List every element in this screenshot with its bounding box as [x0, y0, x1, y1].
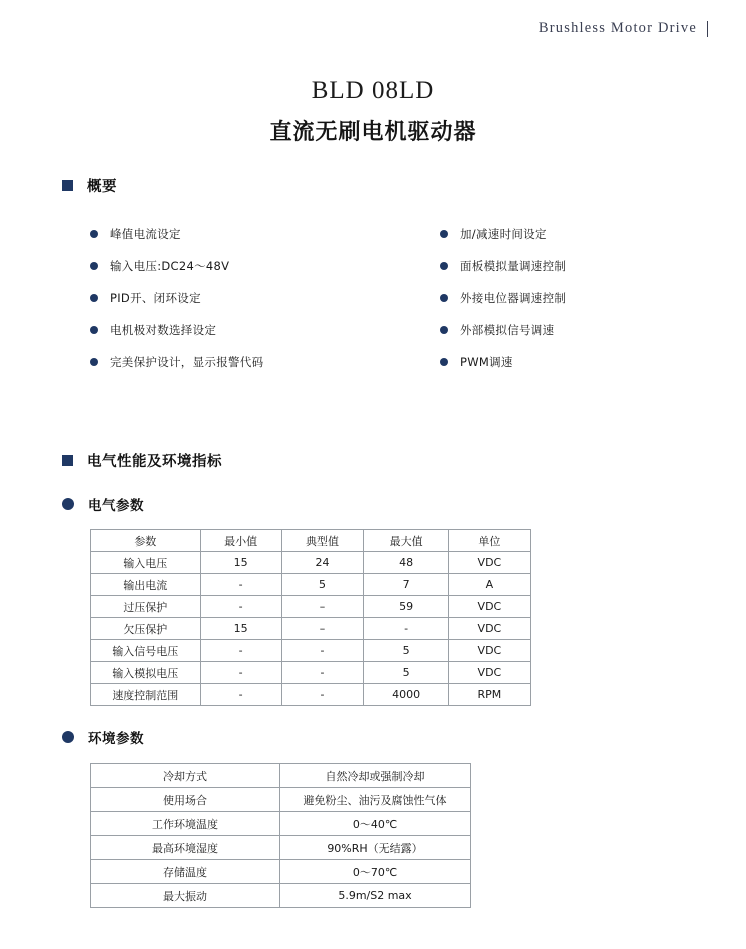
- feature-label: 加/减速时间设定: [460, 227, 547, 241]
- table-cell: 15: [200, 552, 281, 574]
- table-row: [91, 788, 471, 812]
- table-cell: VDC: [448, 662, 530, 684]
- table-cell: 0～70℃: [280, 860, 471, 884]
- table-row: [91, 640, 531, 662]
- list-item: [90, 282, 440, 314]
- table-cell: 最高环境湿度: [91, 836, 280, 860]
- table-row: [91, 836, 471, 860]
- product-title: 直流无刷电机驱动器: [269, 120, 477, 145]
- table-row: [91, 684, 531, 706]
- circle-marker-icon: [62, 731, 74, 743]
- bullet-icon: [90, 358, 98, 366]
- table-cell: 5.9m/S2 max: [280, 884, 471, 908]
- table-cell: A: [448, 574, 530, 596]
- table-cell: 速度控制范围: [91, 684, 201, 706]
- bullet-icon: [440, 230, 448, 238]
- table-cell: 冷却方式: [91, 764, 280, 788]
- table-cell: -: [200, 574, 281, 596]
- list-item: [90, 250, 440, 282]
- table-cell: 90%RH（无结露）: [280, 836, 471, 860]
- feature-label: 电机极对数选择设定: [110, 323, 217, 337]
- table-cell: 存储温度: [91, 860, 280, 884]
- table-cell: 自然冷却或强制冷却: [280, 764, 471, 788]
- table-cell: 输入模拟电压: [91, 662, 201, 684]
- feature-list: [90, 218, 690, 378]
- electrical-parameters-table: [90, 529, 531, 706]
- table-cell: 避免粉尘、油污及腐蚀性气体: [280, 788, 471, 812]
- table-cell: 输出电流: [91, 574, 201, 596]
- table-row: [91, 596, 531, 618]
- table-cell: -: [281, 640, 364, 662]
- square-marker-icon: [62, 180, 73, 191]
- table-cell: 4000: [364, 684, 448, 706]
- title-block: [0, 76, 746, 146]
- section-heading-overview: [62, 175, 117, 196]
- list-item: [90, 346, 440, 378]
- list-item: [440, 314, 690, 346]
- table-row: [91, 860, 471, 884]
- header-divider: [707, 21, 708, 37]
- list-item: [90, 218, 440, 250]
- page-header: [539, 20, 708, 37]
- section-label-environment-params: 环境参数: [88, 731, 144, 747]
- table-cell: 5: [364, 640, 448, 662]
- table-cell: -: [281, 684, 364, 706]
- table-cell: 输入电压: [91, 552, 201, 574]
- table-cell: RPM: [448, 684, 530, 706]
- table-cell: 最大振动: [91, 884, 280, 908]
- list-item: [440, 282, 690, 314]
- feature-label: PWM调速: [460, 355, 513, 369]
- table-cell: -: [200, 640, 281, 662]
- table-cell: -: [281, 662, 364, 684]
- table-cell: 工作环境温度: [91, 812, 280, 836]
- section-label-electrical-params: 电气参数: [88, 498, 144, 514]
- table-cell: -: [364, 618, 448, 640]
- table-header-row: [91, 530, 531, 552]
- table-row: [91, 812, 471, 836]
- feature-label: 完美保护设计，显示报警代码: [110, 355, 264, 369]
- circle-marker-icon: [62, 498, 74, 510]
- table-cell: 48: [364, 552, 448, 574]
- feature-label: 面板模拟量调速控制: [460, 259, 567, 273]
- section-heading-electrical-environment: [62, 450, 222, 471]
- table-cell: 7: [364, 574, 448, 596]
- feature-label: 峰值电流设定: [110, 227, 181, 241]
- table-cell: 0～40℃: [280, 812, 471, 836]
- column-header: 最小值: [200, 530, 281, 552]
- list-item: [90, 314, 440, 346]
- square-marker-icon: [62, 455, 73, 466]
- table-cell: 5: [364, 662, 448, 684]
- table-cell: VDC: [448, 640, 530, 662]
- table-cell: 过压保护: [91, 596, 201, 618]
- bullet-icon: [90, 294, 98, 302]
- feature-label: 外接电位器调速控制: [460, 291, 567, 305]
- table-cell: 输入信号电压: [91, 640, 201, 662]
- table-cell: 59: [364, 596, 448, 618]
- table-cell: VDC: [448, 552, 530, 574]
- brand-text: Brushless Motor Drive: [538, 20, 697, 36]
- table-cell: –: [281, 596, 364, 618]
- table-cell: VDC: [448, 596, 530, 618]
- bullet-icon: [90, 230, 98, 238]
- bullet-icon: [440, 294, 448, 302]
- table-row: [91, 662, 531, 684]
- table-row: [91, 574, 531, 596]
- table-row: [91, 764, 471, 788]
- model-title: BLD 08LD: [311, 77, 435, 104]
- bullet-icon: [440, 262, 448, 270]
- table-cell: –: [281, 618, 364, 640]
- table-cell: -: [200, 596, 281, 618]
- table-row: [91, 552, 531, 574]
- table-row: [91, 618, 531, 640]
- table-cell: 24: [281, 552, 364, 574]
- section-heading-environment-params: [62, 727, 144, 747]
- column-header: 最大值: [364, 530, 448, 552]
- section-label-overview: 概要: [87, 179, 117, 195]
- list-item: [440, 250, 690, 282]
- table-row: [91, 884, 471, 908]
- bullet-icon: [90, 262, 98, 270]
- table-cell: 15: [200, 618, 281, 640]
- column-header: 单位: [448, 530, 530, 552]
- environment-parameters-table: [90, 763, 471, 908]
- table-cell: VDC: [448, 618, 530, 640]
- feature-label: 输入电压:DC24～48V: [110, 259, 230, 273]
- list-item: [440, 346, 690, 378]
- bullet-icon: [440, 326, 448, 334]
- feature-label: 外部模拟信号调速: [460, 323, 555, 337]
- table-cell: -: [200, 662, 281, 684]
- table-cell: -: [200, 684, 281, 706]
- column-header: 参数: [91, 530, 201, 552]
- table-cell: 5: [281, 574, 364, 596]
- list-item: [440, 218, 690, 250]
- section-heading-electrical-params: [62, 494, 144, 514]
- section-label-electrical-environment: 电气性能及环境指标: [87, 454, 222, 470]
- column-header: 典型值: [281, 530, 364, 552]
- table-cell: 使用场合: [91, 788, 280, 812]
- table-cell: 欠压保护: [91, 618, 201, 640]
- bullet-icon: [440, 358, 448, 366]
- bullet-icon: [90, 326, 98, 334]
- feature-label: PID开、闭环设定: [110, 291, 201, 305]
